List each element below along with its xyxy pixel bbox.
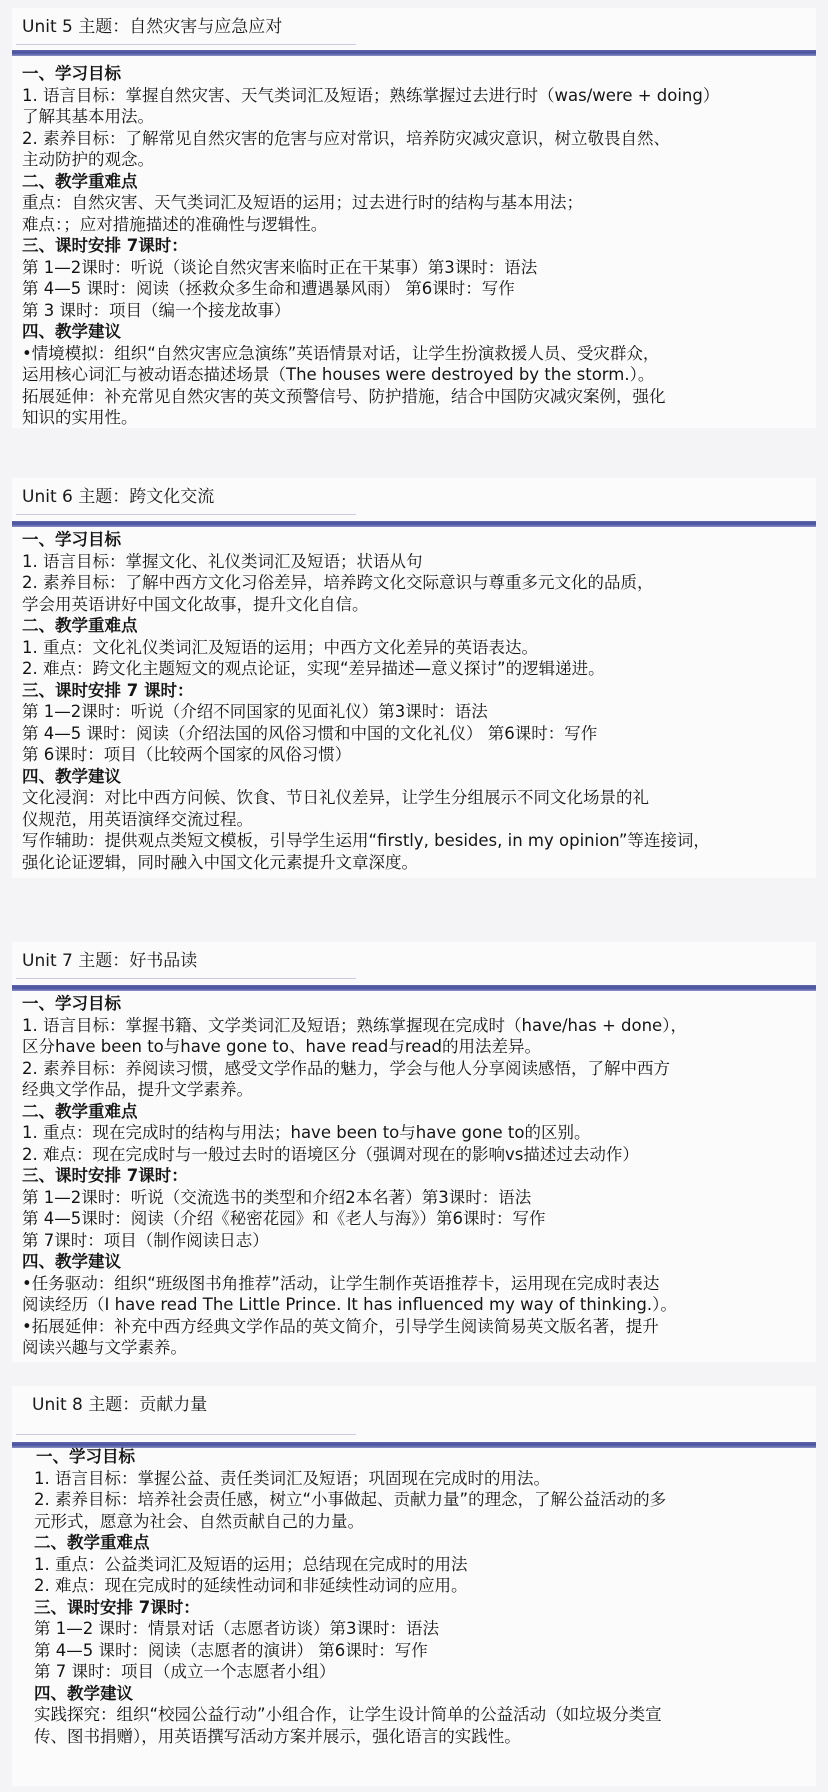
text-line: 第 4—5 课时：阅读（志愿者的演讲） 第6课时：写作 bbox=[34, 1640, 428, 1660]
text-line: 第 1—2 课时：情景对话（志愿者访谈）第3课时：语法 bbox=[34, 1619, 439, 1638]
section-heading: 四、教学建议 bbox=[22, 1252, 121, 1271]
text-line: 1. 重点：文化礼仪类词汇及短语的运用；中西方文化差异的英语表达。 bbox=[22, 637, 538, 657]
text-line: •任务驱动：组织“班级图书角推荐”活动，让学生制作英语推荐卡，运用现在完成时表达 bbox=[22, 1273, 660, 1293]
text-line: 第 6课时：项目（比较两个国家的风俗习惯） bbox=[22, 745, 352, 764]
text-line: 难点：；应对措施描述的准确性与逻辑性。 bbox=[22, 214, 328, 234]
text-line: 拓展延伸：补充常见自然灾害的英文预警信号、防护措施，结合中国防灾减灾案例，强化 bbox=[22, 386, 666, 406]
unit-body bbox=[22, 1446, 812, 1747]
text-line: 仪规范，用英语演绎交流过程。 bbox=[22, 809, 253, 829]
section-heading: 三、课时安排 7 课时： bbox=[22, 680, 194, 700]
title-underline bbox=[16, 44, 356, 45]
text-line: 第 1—2课时：听说（交流选书的类型和介绍2本名著）第3课时：语法 bbox=[22, 1187, 532, 1207]
text-line: 写作辅助：提供观点类短文模板，引导学生运用“firstly, besides, in my opinion”等连接词， bbox=[22, 831, 710, 850]
text-line: 主动防护的观念。 bbox=[22, 150, 154, 169]
unit-6-section bbox=[12, 478, 816, 878]
text-line: 阅读经历（I have read The Little Prince. It has influenced my way of thinking.）。 bbox=[22, 1295, 677, 1314]
section-heading: 四、教学建议 bbox=[22, 766, 121, 786]
text-line: 2. 难点：现在完成时与一般过去时的语境区分（强调对现在的影响vs描述过去动作） bbox=[22, 1144, 639, 1164]
unit-8-section bbox=[12, 1386, 816, 1786]
text-line: 传、图书捐赠），用英语撰写活动方案并展示，强化语言的实践性。 bbox=[34, 1726, 521, 1746]
section-heading: 三、课时安排 7课时： bbox=[34, 1597, 200, 1617]
text-line: 1. 语言目标：掌握公益、责任类词汇及短语；巩固现在完成时的用法。 bbox=[34, 1468, 550, 1488]
text-line: 1. 重点：现在完成时的结构与用法；have been to与have gone to的区别。 bbox=[22, 1123, 591, 1142]
title-underline bbox=[16, 1434, 356, 1435]
text-line: 2. 素养目标：培养社会责任感，树立“小事做起、贡献力量”的理念，了解公益活动的多 bbox=[34, 1490, 667, 1509]
text-line: 2. 难点：跨文化主题短文的观点论证，实现“差异描述—意义探讨”的逻辑递进。 bbox=[22, 659, 605, 678]
text-line: 第 1—2课时：听说（谈论自然灾害来临时正在干某事）第3课时：语法 bbox=[22, 257, 538, 277]
text-line: •拓展延伸：补充中西方经典文学作品的英文简介，引导学生阅读简易英文版名著，提升 bbox=[22, 1316, 659, 1336]
text-line: 元形式，愿意为社会、自然贡献自己的力量。 bbox=[34, 1511, 364, 1531]
unit-body bbox=[22, 529, 812, 873]
section-heading: 二、教学重难点 bbox=[22, 616, 138, 635]
text-line: 2. 素养目标：养阅读习惯，感受文学作品的魅力，学会与他人分享阅读感悟，了解中西方 bbox=[22, 1058, 670, 1078]
text-line: 重点：自然灾害、天气类词汇及短语的运用；过去进行时的结构与基本用法； bbox=[22, 193, 583, 212]
unit-7-section bbox=[12, 942, 816, 1362]
text-line: 2. 素养目标：了解常见自然灾害的危害与应对常识，培养防灾减灾意识，树立敬畏自然、 bbox=[22, 128, 670, 148]
title-underline bbox=[16, 978, 356, 979]
section-heading: 四、教学建议 bbox=[34, 1683, 133, 1703]
section-heading: 一、学习目标 bbox=[22, 994, 121, 1013]
unit-title: Unit 5 主题：自然灾害与应急应对 bbox=[22, 17, 283, 37]
text-line: 1. 语言目标：掌握自然灾害、天气类词汇及短语；熟练掌握过去进行时（was/were + doing） bbox=[22, 85, 720, 105]
section-heading: 一、学习目标 bbox=[22, 530, 121, 549]
text-line: 区分have been to与have gone to、have read与read的用法差异。 bbox=[22, 1037, 542, 1056]
text-line: 1. 语言目标：掌握书籍、文学类词汇及短语；熟练掌握现在完成时（have/has + done）， bbox=[22, 1015, 687, 1035]
text-line: 强化论证逻辑，同时融入中国文化元素提升文章深度。 bbox=[22, 852, 418, 872]
text-line: 实践探究：组织“校园公益行动”小组合作，让学生设计简单的公益活动（如垃圾分类宣 bbox=[34, 1705, 662, 1724]
unit-body bbox=[22, 993, 812, 1359]
text-line: 了解其基本用法。 bbox=[22, 107, 154, 126]
section-heading: 二、教学重难点 bbox=[22, 1101, 138, 1121]
section-heading: 三、课时安排 7课时： bbox=[22, 1166, 188, 1185]
section-heading: 一、学习目标 bbox=[22, 64, 121, 83]
text-line: 阅读兴趣与文学素养。 bbox=[22, 1338, 187, 1357]
section-divider-band bbox=[12, 50, 816, 56]
unit-body bbox=[22, 63, 812, 429]
text-line: 知识的实用性。 bbox=[22, 408, 138, 427]
unit-title: Unit 8 主题：贡献力量 bbox=[32, 1395, 208, 1415]
title-underline bbox=[16, 514, 356, 515]
text-line: 1. 重点：公益类词汇及短语的运用；总结现在完成时的用法 bbox=[34, 1554, 468, 1574]
text-line: 2. 难点：现在完成时的延续性动词和非延续性动词的应用。 bbox=[34, 1576, 468, 1595]
text-line: 经典文学作品，提升文学素养。 bbox=[22, 1080, 253, 1099]
section-divider-band bbox=[12, 985, 816, 991]
text-line: 第 4—5 课时：阅读（介绍法国的风俗习惯和中国的文化礼仪） 第6课时：写作 bbox=[22, 723, 598, 743]
text-line: 第 4—5课时：阅读（介绍《秘密花园》和《老人与海》）第6课时：写作 bbox=[22, 1209, 546, 1228]
section-heading: 二、教学重难点 bbox=[22, 171, 138, 191]
unit-title: Unit 6 主题：跨文化交流 bbox=[22, 487, 215, 507]
text-line: 运用核心词汇与被动语态描述场景（The houses were destroyed by the storm.）。 bbox=[22, 365, 655, 384]
section-heading: 二、教学重难点 bbox=[34, 1533, 150, 1552]
text-line: 第 3 课时：项目（编一个接龙故事） bbox=[22, 300, 291, 320]
text-line: 2. 素养目标：了解中西方文化习俗差异，培养跨文化交际意识与尊重多元文化的品质， bbox=[22, 573, 654, 592]
section-divider-band bbox=[12, 521, 816, 527]
text-line: •情境模拟：组织“自然灾害应急演练”英语情景对话，让学生扮演救援人员、受灾群众， bbox=[22, 343, 660, 363]
text-line: 第 7课时：项目（制作阅读日志） bbox=[22, 1230, 269, 1250]
section-heading: 一、学习目标 bbox=[36, 1447, 135, 1466]
text-line: 第 4—5 课时：阅读（拯救众多生命和遭遇暴风雨） 第6课时：写作 bbox=[22, 279, 515, 298]
unit-5-section bbox=[12, 8, 816, 428]
text-line: 第 7 课时：项目（成立一个志愿者小组） bbox=[34, 1662, 336, 1681]
section-heading: 四、教学建议 bbox=[22, 322, 121, 341]
text-line: 1. 语言目标：掌握文化、礼仪类词汇及短语；状语从句 bbox=[22, 551, 423, 571]
text-line: 学会用英语讲好中国文化故事，提升文化自信。 bbox=[22, 594, 369, 614]
text-line: 第 1—2课时：听说（介绍不同国家的见面礼仪）第3课时：语法 bbox=[22, 702, 488, 721]
section-heading: 三、课时安排 7课时： bbox=[22, 236, 188, 255]
text-line: 文化浸润：对比中西方问候、饮食、节日礼仪差异，让学生分组展示不同文化场景的礼 bbox=[22, 788, 649, 807]
unit-title: Unit 7 主题：好书品读 bbox=[22, 951, 198, 971]
